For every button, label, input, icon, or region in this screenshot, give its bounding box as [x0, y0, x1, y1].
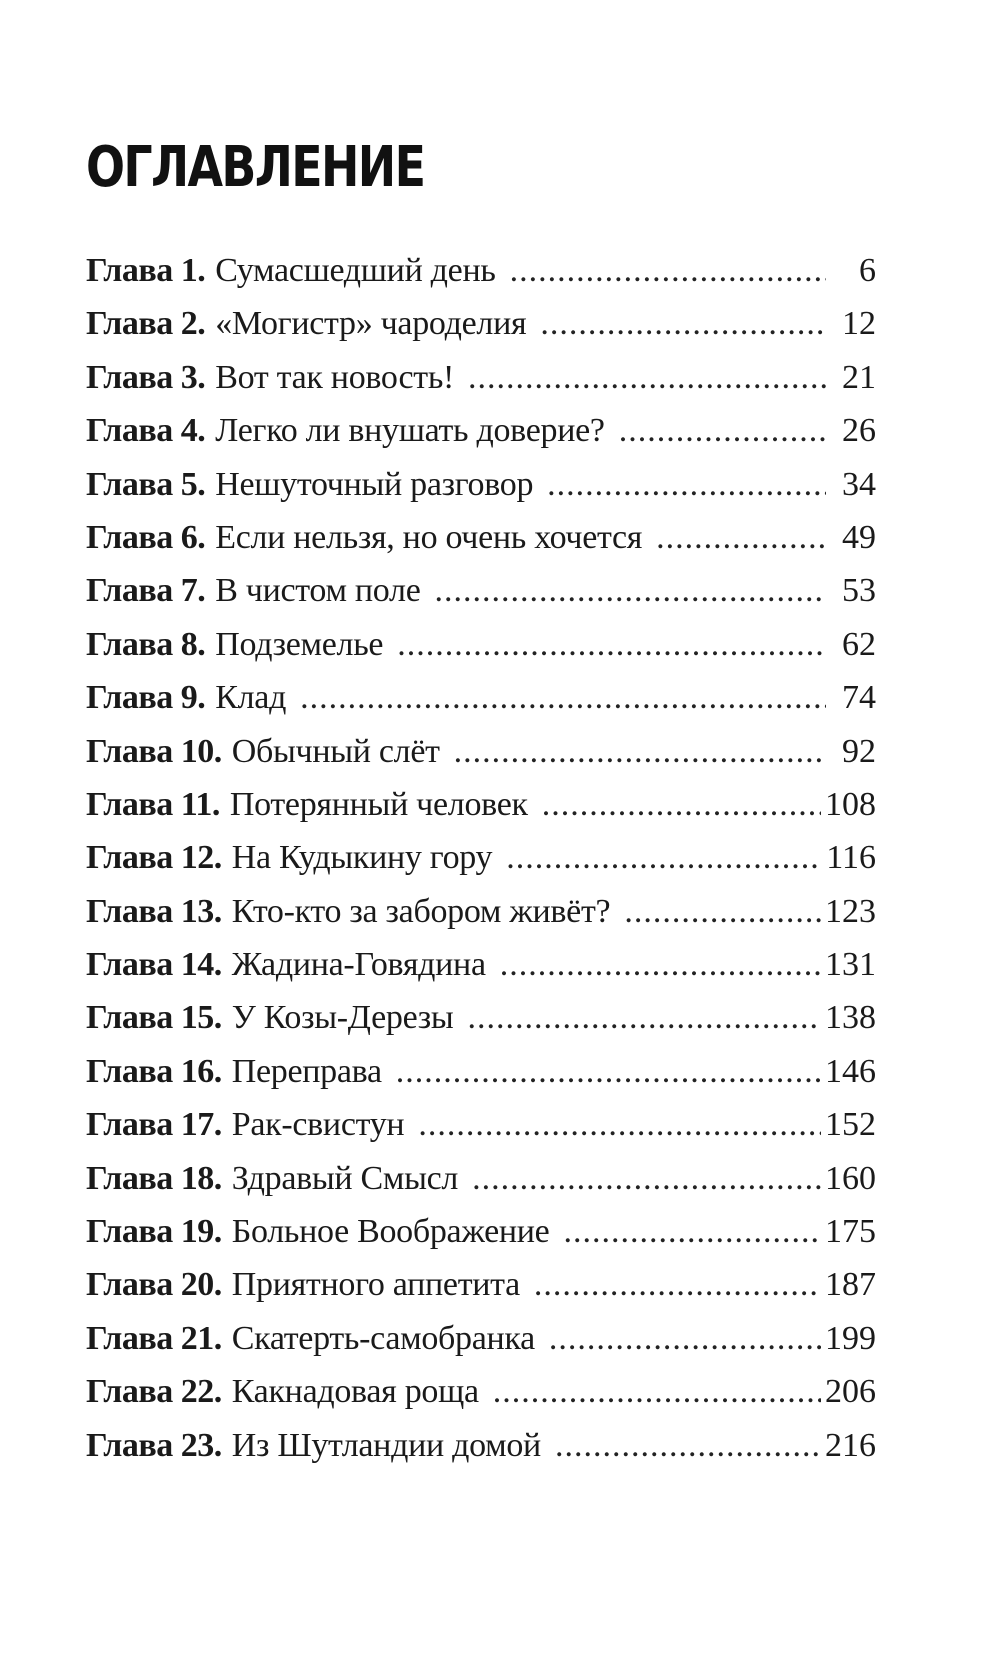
dot-leader	[547, 466, 826, 504]
chapter-label: Глава 5.	[86, 465, 206, 503]
page-number: 152	[825, 1106, 876, 1144]
chapter-title: Скатерть-самобранка	[231, 1319, 535, 1357]
chapter-label: Глава 14.	[86, 946, 222, 984]
page-number: 146	[825, 1052, 876, 1090]
chapter-label: Глава 18.	[86, 1159, 222, 1197]
page-number: 206	[825, 1373, 876, 1411]
dot-leader	[506, 839, 822, 877]
chapter-title: Подземелье	[215, 625, 384, 663]
chapter-title: Здравый Смысл	[231, 1159, 459, 1197]
page-number: 216	[825, 1426, 876, 1464]
page-number: 160	[825, 1159, 876, 1197]
toc-entry	[86, 519, 876, 572]
chapter-title: «Могистр» чароделия	[215, 305, 527, 343]
chapter-label: Глава 6.	[86, 518, 206, 556]
chapter-title: Приятного аппетита	[231, 1266, 520, 1304]
toc-entry	[86, 305, 876, 358]
chapter-label: Глава 11.	[86, 785, 220, 823]
page-number: 21	[842, 358, 876, 396]
toc-entry	[86, 999, 876, 1052]
toc-entry	[86, 893, 876, 946]
toc-entry	[86, 946, 876, 999]
dot-leader	[300, 679, 826, 717]
chapter-label: Глава 2.	[86, 305, 206, 343]
toc-entry	[86, 679, 876, 732]
chapter-label: Глава 4.	[86, 412, 206, 450]
page-number: 92	[842, 732, 876, 770]
toc-entry	[86, 1053, 876, 1106]
chapter-label: Глава 20.	[86, 1266, 222, 1304]
toc-entry	[86, 1213, 876, 1266]
dot-leader	[500, 946, 821, 984]
page-number: 199	[825, 1319, 876, 1357]
chapter-title: Вот так новость!	[215, 358, 455, 396]
dot-leader	[624, 893, 821, 931]
chapter-label: Глава 9.	[86, 679, 206, 717]
chapter-title: Переправа	[231, 1052, 382, 1090]
chapter-title: У Козы-Дерезы	[231, 999, 454, 1037]
toc-entry	[86, 1427, 876, 1480]
page-number: 108	[825, 785, 876, 823]
chapter-label: Глава 1.	[86, 252, 206, 289]
chapter-title: Если нельзя, но очень хочется	[215, 518, 643, 556]
toc-entry	[86, 839, 876, 892]
dot-leader	[467, 999, 821, 1037]
page-number: 123	[825, 892, 876, 930]
dot-leader	[540, 305, 826, 343]
chapter-label: Глава 13.	[86, 892, 222, 930]
dot-leader	[619, 412, 826, 450]
chapter-title: Больное Воображение	[231, 1213, 550, 1251]
toc-entry	[86, 359, 876, 412]
toc-entry	[86, 733, 876, 786]
chapter-label: Глава 23.	[86, 1426, 222, 1464]
page-title: ОГЛАВЛЕНИЕ	[86, 135, 425, 200]
chapter-label: Глава 21.	[86, 1319, 222, 1357]
dot-leader	[396, 1053, 821, 1091]
chapter-label: Глава 3.	[86, 358, 206, 396]
chapter-title: Какнадовая роща	[231, 1373, 479, 1411]
chapter-title: Нешуточный разговор	[215, 465, 534, 503]
dot-leader	[555, 1427, 821, 1465]
chapter-label: Глава 17.	[86, 1106, 222, 1144]
dot-leader	[542, 786, 821, 824]
page-number: 62	[842, 625, 876, 663]
dot-leader	[418, 1106, 821, 1144]
toc-entry	[86, 1320, 876, 1373]
dot-leader	[493, 1373, 821, 1411]
dot-leader	[656, 519, 826, 557]
page-number: 12	[842, 305, 876, 343]
page-number: 49	[842, 518, 876, 556]
page-number: 116	[826, 839, 876, 877]
chapter-title: Кто-кто за забором живёт?	[231, 892, 611, 930]
toc-entry	[86, 1266, 876, 1319]
chapter-label: Глава 19.	[86, 1213, 222, 1251]
chapter-title: Легко ли внушать доверие?	[215, 412, 605, 450]
chapter-title: Рак-свистун	[231, 1106, 405, 1144]
toc-entry	[86, 1373, 876, 1426]
chapter-title: Из Шутландии домой	[231, 1426, 541, 1464]
chapter-title: На Кудыкину гору	[231, 839, 493, 877]
page-number: 131	[825, 946, 876, 984]
page-number: 53	[842, 572, 876, 610]
chapter-label: Глава 16.	[86, 1052, 222, 1090]
page-number: 74	[842, 679, 876, 717]
dot-leader	[563, 1213, 821, 1251]
chapter-label: Глава 22.	[86, 1373, 222, 1411]
chapter-label: Глава 7.	[86, 572, 206, 610]
chapter-title: Потерянный человек	[229, 785, 528, 823]
dot-leader	[510, 252, 826, 290]
toc-entry	[86, 252, 876, 305]
dot-leader	[454, 733, 826, 771]
dot-leader	[549, 1320, 821, 1358]
page-number: 175	[825, 1213, 876, 1251]
page-number: 6	[859, 252, 876, 289]
chapter-title: Жадина-Говядина	[231, 946, 486, 984]
toc-entry	[86, 1106, 876, 1159]
page-number: 138	[825, 999, 876, 1037]
toc-entry	[86, 1160, 876, 1213]
table-of-contents	[86, 252, 876, 1480]
chapter-title: Обычный слёт	[231, 732, 440, 770]
dot-leader	[472, 1160, 821, 1198]
dot-leader	[468, 359, 826, 397]
toc-entry	[86, 786, 876, 839]
chapter-title: Сумасшедший день	[215, 252, 496, 289]
chapter-label: Глава 15.	[86, 999, 222, 1037]
dot-leader	[397, 626, 826, 664]
page-number: 187	[825, 1266, 876, 1304]
dot-leader	[534, 1266, 821, 1304]
toc-entry	[86, 572, 876, 625]
dot-leader	[434, 572, 826, 610]
toc-entry	[86, 466, 876, 519]
toc-entry	[86, 412, 876, 465]
chapter-title: Клад	[215, 679, 287, 717]
chapter-label: Глава 8.	[86, 625, 206, 663]
toc-entry	[86, 626, 876, 679]
page-number: 26	[842, 412, 876, 450]
page-number: 34	[842, 465, 876, 503]
chapter-label: Глава 12.	[86, 839, 222, 877]
chapter-label: Глава 10.	[86, 732, 222, 770]
chapter-title: В чистом поле	[215, 572, 421, 610]
